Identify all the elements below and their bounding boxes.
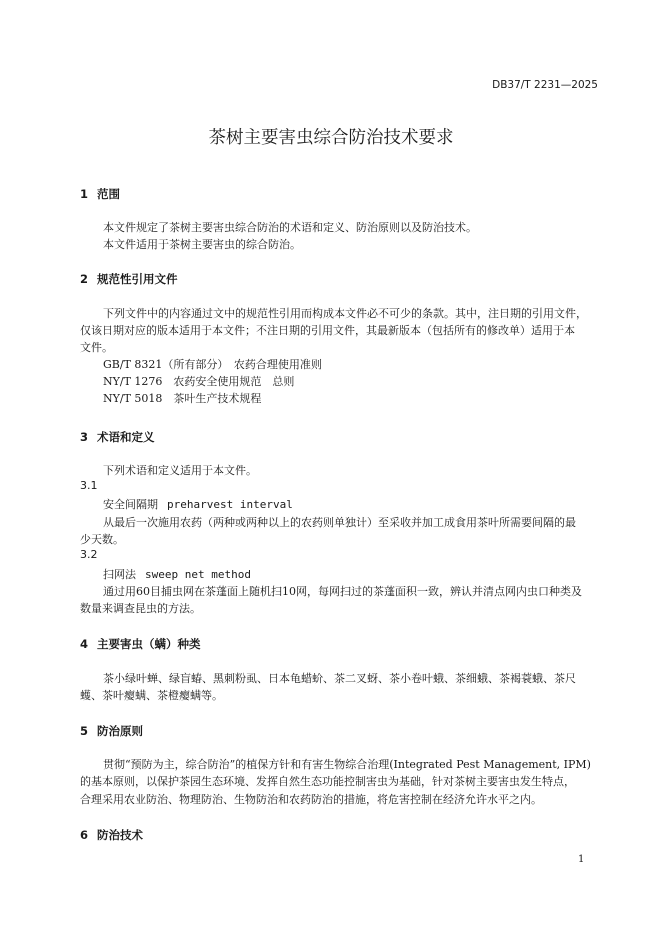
page-number: 1 xyxy=(578,854,585,865)
section-1-heading xyxy=(80,186,120,202)
reference-item: NY/T 1276 农药安全使用规范 总则 xyxy=(103,375,295,388)
standard-number: DB37/T 2231—2025 xyxy=(492,79,598,91)
section-title: 防治原则 xyxy=(97,724,143,738)
paragraph-line: 蠖、茶叶瘿螨、茶橙瘿螨等。 xyxy=(80,689,223,702)
section-number: 1 xyxy=(80,187,89,201)
section-2-heading xyxy=(80,271,178,287)
section-3-heading xyxy=(80,429,155,445)
section-title: 术语和定义 xyxy=(97,430,155,444)
definition-line: 数量来调查昆虫的方法。 xyxy=(80,602,201,615)
section-title: 范围 xyxy=(97,187,120,201)
section-5-heading xyxy=(80,723,143,739)
term-heading xyxy=(103,496,293,512)
paragraph-line: 仅该日期对应的版本适用于本文件；不注日期的引用文件，其最新版本（包括所有的修改单）适用于本 xyxy=(80,324,575,337)
section-6-heading xyxy=(80,827,143,843)
definition-line: 通过用60目捕虫网在茶蓬面上随机扫10网，每网扫过的茶蓬面积一致，辨认并清点网内虫口种类及 xyxy=(103,585,582,598)
section-number: 6 xyxy=(80,828,89,842)
term-heading xyxy=(103,566,251,582)
section-number: 4 xyxy=(80,637,89,651)
section-title: 规范性引用文件 xyxy=(97,272,178,286)
paragraph: 本文件适用于茶树主要害虫的综合防治。 xyxy=(103,238,301,251)
term-number: 3.1 xyxy=(80,479,98,492)
paragraph-line: 文件。 xyxy=(80,341,113,354)
term-english: sweep net method xyxy=(145,568,251,581)
term-chinese: 扫网法 xyxy=(103,568,136,581)
section-title: 主要害虫（螨）种类 xyxy=(97,637,201,651)
section-4-heading xyxy=(80,636,201,652)
term-number: 3.2 xyxy=(80,548,98,561)
section-number: 5 xyxy=(80,724,89,738)
reference-item: GB/T 8321（所有部分） 农药合理使用准则 xyxy=(103,358,322,371)
reference-item: NY/T 5018 茶叶生产技术规程 xyxy=(103,392,262,405)
definition-line: 从最后一次施用农药（两种或两种以上的农药则单独计）至采收并加工成食用茶叶所需要间隔的最 xyxy=(103,516,576,529)
paragraph-line: 下列文件中的内容通过文中的规范性引用而构成本文件必不可少的条款。其中，注日期的引用文件， xyxy=(103,307,587,320)
section-number: 3 xyxy=(80,430,89,444)
term-chinese: 安全间隔期 xyxy=(103,498,158,511)
paragraph-line: 茶小绿叶蝉、绿盲蝽、黑刺粉虱、日本龟蜡蚧、茶二叉蚜、茶小卷叶蛾、茶细蛾、茶褐蓑蛾、茶尺 xyxy=(103,672,576,685)
paragraph-line: 贯彻“预防为主，综合防治”的植保方针和有害生物综合治理(Integrated Pest Management, IPM) xyxy=(103,758,591,771)
section-title: 防治技术 xyxy=(97,828,143,842)
document-title: 茶树主要害虫综合防治技术要求 xyxy=(208,128,454,148)
term-english: preharvest interval xyxy=(167,498,293,511)
definition-line: 少天数。 xyxy=(80,533,124,546)
paragraph-line: 的基本原则，以保护茶园生态环境、发挥自然生态功能控制害虫为基础，针对茶树主要害虫发生特点， xyxy=(80,775,575,788)
paragraph: 下列术语和定义适用于本文件。 xyxy=(103,464,257,477)
paragraph: 本文件规定了茶树主要害虫综合防治的术语和定义、防治原则以及防治技术。 xyxy=(103,221,477,234)
paragraph-line: 合理采用农业防治、物理防治、生物防治和农药防治的措施，将危害控制在经济允许水平之内。 xyxy=(80,793,542,806)
section-number: 2 xyxy=(80,272,89,286)
